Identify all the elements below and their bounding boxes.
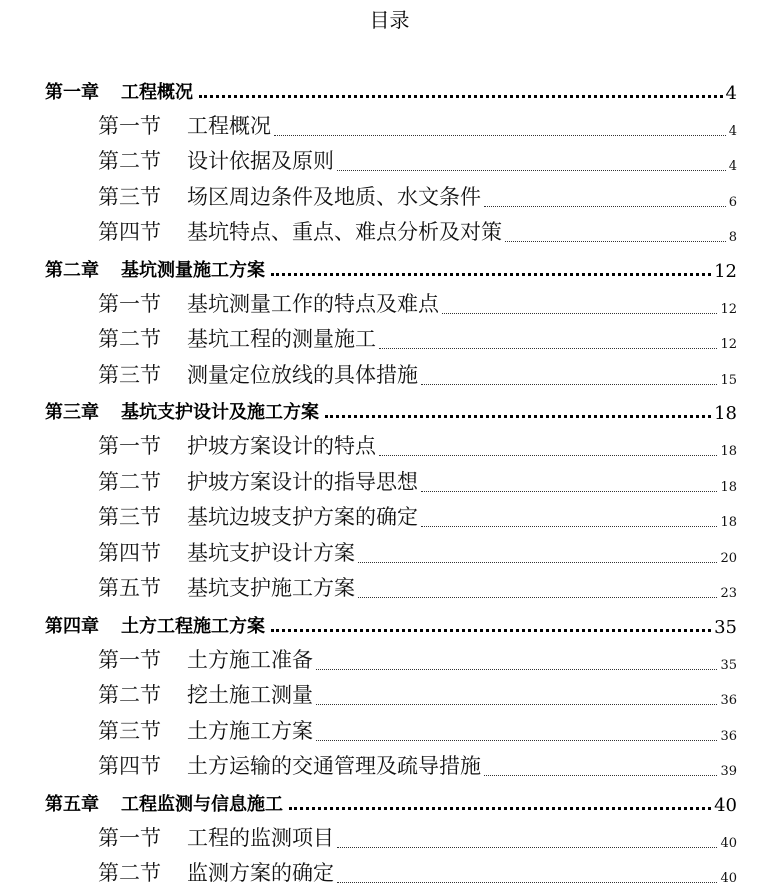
section-title: 基坑支护施工方案 bbox=[187, 576, 355, 601]
dot-leader bbox=[316, 740, 717, 741]
toc-section-entry[interactable] bbox=[0, 501, 779, 531]
section-title: 基坑支护设计方案 bbox=[187, 540, 355, 565]
chapter-title: 土方工程施工方案 bbox=[121, 616, 265, 637]
dot-leader bbox=[325, 415, 711, 418]
section-number: 第二节 bbox=[98, 861, 161, 886]
dot-leader bbox=[316, 704, 717, 705]
section-title: 基坑工程的测量施工 bbox=[187, 327, 376, 352]
page-number: 39 bbox=[720, 764, 737, 780]
page-number: 15 bbox=[720, 372, 737, 388]
chapter-number: 第一章 bbox=[45, 82, 99, 103]
section-number: 第三节 bbox=[98, 184, 161, 209]
dot-leader bbox=[316, 669, 717, 670]
page-number: 18 bbox=[720, 479, 737, 495]
toc-chapter-entry[interactable] bbox=[0, 74, 779, 104]
dot-leader bbox=[421, 491, 717, 492]
section-title: 挖土施工测量 bbox=[187, 683, 313, 708]
chapter-number: 第二章 bbox=[45, 260, 99, 281]
section-number: 第二节 bbox=[98, 469, 161, 494]
section-number: 第二节 bbox=[98, 327, 161, 352]
dot-leader bbox=[484, 206, 726, 207]
toc-section-entry[interactable] bbox=[0, 644, 779, 674]
dot-leader bbox=[274, 135, 726, 136]
dot-leader bbox=[358, 562, 717, 563]
page-number: 18 bbox=[714, 403, 737, 425]
section-title: 基坑边坡支护方案的确定 bbox=[187, 505, 418, 530]
section-number: 第四节 bbox=[98, 754, 161, 779]
section-number: 第二节 bbox=[98, 683, 161, 708]
dot-leader bbox=[484, 775, 717, 776]
page-number: 8 bbox=[728, 230, 737, 246]
chapter-title: 基坑测量施工方案 bbox=[121, 260, 265, 281]
dot-leader bbox=[421, 384, 717, 385]
page-number: 40 bbox=[714, 795, 737, 816]
toc-section-entry[interactable] bbox=[0, 288, 779, 318]
toc-section-entry[interactable] bbox=[0, 822, 779, 852]
page-number: 12 bbox=[714, 261, 737, 282]
section-title: 基坑测量工作的特点及难点 bbox=[187, 291, 439, 316]
toc-section-entry[interactable] bbox=[0, 216, 779, 246]
section-number: 第一节 bbox=[98, 291, 161, 316]
chapter-title: 基坑支护设计及施工方案 bbox=[121, 402, 319, 424]
toc-section-entry[interactable] bbox=[0, 323, 779, 353]
chapter-number: 第五章 bbox=[45, 794, 99, 815]
page-number: 40 bbox=[720, 835, 737, 851]
page-number: 18 bbox=[720, 515, 737, 531]
section-title: 基坑特点、重点、难点分析及对策 bbox=[187, 220, 502, 245]
dot-leader bbox=[337, 882, 717, 883]
toc-chapter-entry[interactable] bbox=[0, 786, 779, 816]
toc-section-entry[interactable] bbox=[0, 430, 779, 460]
section-title: 设计依据及原则 bbox=[187, 149, 334, 174]
page-number: 23 bbox=[720, 586, 737, 602]
page-number: 12 bbox=[720, 301, 737, 317]
chapter-number: 第四章 bbox=[45, 616, 99, 637]
page-number: 35 bbox=[720, 657, 737, 673]
section-number: 第二节 bbox=[98, 149, 161, 174]
section-title: 土方施工准备 bbox=[187, 647, 313, 672]
section-number: 第三节 bbox=[98, 362, 161, 387]
section-number: 第一节 bbox=[98, 434, 161, 458]
dot-leader bbox=[421, 526, 717, 527]
section-number: 第三节 bbox=[98, 718, 161, 743]
page-number: 4 bbox=[725, 83, 737, 104]
page-number: 40 bbox=[720, 871, 737, 887]
section-title: 测量定位放线的具体措施 bbox=[187, 362, 418, 387]
chapter-title: 工程监测与信息施工 bbox=[121, 794, 283, 815]
dot-leader bbox=[337, 170, 726, 171]
page-number: 4 bbox=[728, 123, 737, 139]
section-title: 土方运输的交通管理及疏导措施 bbox=[187, 754, 481, 779]
toc-section-entry[interactable] bbox=[0, 466, 779, 496]
page-number: 4 bbox=[728, 159, 737, 175]
dot-leader bbox=[271, 629, 711, 632]
toc-section-entry[interactable] bbox=[0, 750, 779, 780]
section-title: 工程概况 bbox=[187, 113, 271, 138]
section-number: 第四节 bbox=[98, 220, 161, 245]
dot-leader bbox=[442, 313, 717, 314]
section-title: 监测方案的确定 bbox=[187, 861, 334, 886]
toc-section-entry[interactable] bbox=[0, 145, 779, 175]
section-number: 第一节 bbox=[98, 113, 161, 138]
dot-leader bbox=[379, 348, 717, 349]
page-number: 36 bbox=[720, 693, 737, 709]
page-number: 20 bbox=[720, 550, 737, 566]
page-number: 12 bbox=[720, 337, 737, 353]
chapter-number: 第三章 bbox=[45, 402, 99, 424]
section-title: 场区周边条件及地质、水文条件 bbox=[187, 184, 481, 209]
toc-section-entry[interactable] bbox=[0, 110, 779, 140]
page-number: 18 bbox=[720, 444, 737, 459]
section-title: 护坡方案设计的指导思想 bbox=[187, 469, 418, 494]
chapter-title: 工程概况 bbox=[121, 82, 193, 103]
section-number: 第一节 bbox=[98, 825, 161, 850]
section-number: 第五节 bbox=[98, 576, 161, 601]
toc-section-entry[interactable] bbox=[0, 679, 779, 709]
toc-chapter-entry[interactable] bbox=[0, 394, 779, 424]
section-number: 第一节 bbox=[98, 647, 161, 672]
toc-title: 目录 bbox=[369, 8, 410, 32]
toc-chapter-entry[interactable] bbox=[0, 252, 779, 282]
toc-section-entry[interactable] bbox=[0, 181, 779, 211]
dot-leader bbox=[289, 807, 711, 810]
section-title: 护坡方案设计的特点 bbox=[187, 434, 376, 458]
dot-leader bbox=[271, 273, 711, 276]
section-number: 第四节 bbox=[98, 540, 161, 565]
toc-section-entry[interactable] bbox=[0, 857, 779, 887]
toc-section-entry[interactable] bbox=[0, 359, 779, 389]
page-number: 36 bbox=[720, 728, 737, 744]
dot-leader bbox=[379, 455, 717, 456]
dot-leader bbox=[358, 597, 717, 598]
toc-section-entry[interactable] bbox=[0, 537, 779, 567]
page-number: 35 bbox=[714, 617, 737, 638]
section-title: 土方施工方案 bbox=[187, 718, 313, 743]
dot-leader bbox=[337, 847, 717, 848]
page-number: 6 bbox=[728, 194, 737, 210]
toc-chapter-entry[interactable] bbox=[0, 608, 779, 638]
dot-leader bbox=[199, 95, 723, 98]
section-title: 工程的监测项目 bbox=[187, 825, 334, 850]
section-number: 第三节 bbox=[98, 505, 161, 530]
toc-section-entry[interactable] bbox=[0, 572, 779, 602]
dot-leader bbox=[505, 241, 726, 242]
toc-section-entry[interactable] bbox=[0, 715, 779, 745]
